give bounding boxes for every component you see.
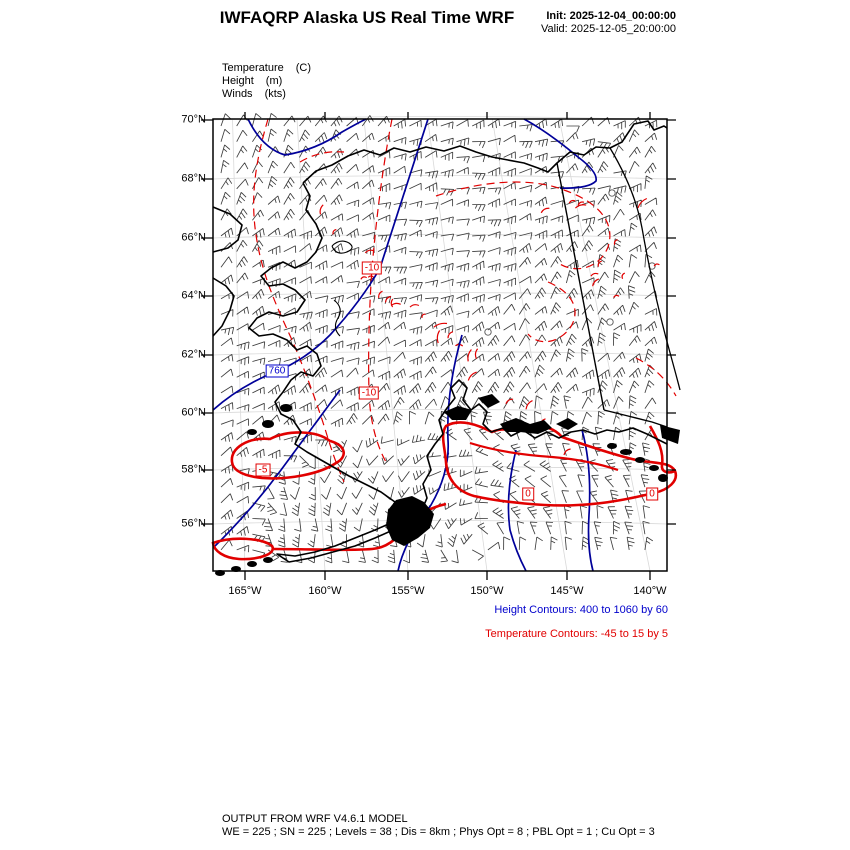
southeast-island [649,465,659,471]
wind-barbs-layer [221,113,657,563]
canada-border-path [557,163,604,410]
temperature-contour-path [636,358,676,396]
temperature-contour-label: 0 [646,488,658,501]
height-contour-path [582,430,593,571]
delta-island [280,404,292,412]
southeast-island [635,457,645,463]
temperature-contour-label: 0 [522,488,534,501]
lat-label: 56°N [181,517,206,530]
lat-label: 60°N [181,406,206,419]
legend-height-units: (m) [265,75,283,87]
southeast-island [620,449,632,455]
lat-label: 58°N [181,463,206,476]
lon-label: 150°W [470,585,504,597]
valid-value: 2025-12-05_20:00:00 [570,23,676,35]
kodiak-island-shape [386,496,434,546]
lon-label: 160°W [308,585,342,597]
aleutian-island [247,561,257,567]
mountain-shape [556,418,578,430]
legend-temperature-name: Temperature [222,62,284,74]
temperature-contour-label: -10 [359,387,379,400]
delta-island [247,429,257,435]
temperature-contour-thick-path [443,422,676,505]
lon-label: 145°W [550,585,584,597]
init-label: Init: [546,10,567,22]
calm-wind-circle [607,319,613,325]
aleutian-island [263,557,273,563]
page-title: IWFAQRP Alaska US Real Time WRF [219,8,515,27]
southeast-island [607,443,617,449]
lat-label: 70°N [181,113,206,126]
lat-label: 66°N [181,231,206,244]
temperature-contour-note: Temperature Contours: -45 to 15 by 5 [485,628,668,640]
legend-winds-units: (kts) [264,88,286,100]
russia-coastline-path [213,278,234,336]
model-output-footer [222,813,655,839]
lon-label: 155°W [391,585,425,597]
footer-line1: OUTPUT FROM WRF V4.6.1 MODEL [222,813,408,825]
legend-height-name: Height [222,75,254,87]
height-contour-label: 760 [266,365,289,378]
legend-temperature-units: (C) [295,62,312,74]
calm-wind-circle [609,190,615,196]
temperature-contour-path [436,182,610,269]
temperature-contour-label: -5 [256,464,271,477]
lat-label: 68°N [181,172,206,185]
lat-label: 62°N [181,348,206,361]
delta-island [262,420,274,428]
lon-label: 140°W [633,585,667,597]
init-value: 2025-12-04_00:00:00 [569,10,676,22]
height-contour-path [213,390,340,548]
footer-line2: WE = 225 ; SN = 225 ; Levels = 38 ; Dis = 8km ; Phys Opt = 8 ; PBL Opt = 1 ; Cu Opt = 3 [222,826,655,838]
lat-label: 64°N [181,289,206,302]
lon-label: 165°W [228,585,262,597]
temperature-contour-label: -10 [362,262,382,275]
wind-barbs [221,113,657,563]
legend-winds-name: Winds [222,88,253,100]
valid-label: Valid: [541,23,568,35]
height-contour-note: Height Contours: 400 to 1060 by 60 [494,604,668,616]
